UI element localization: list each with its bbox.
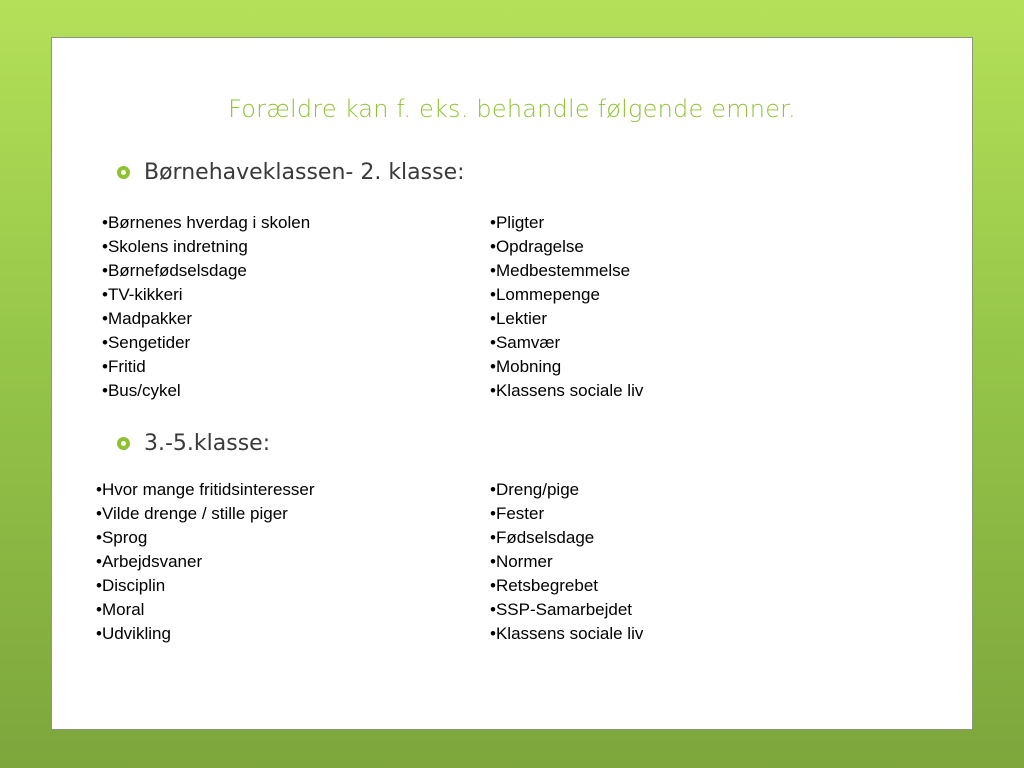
- section-1-left-list: [102, 211, 310, 403]
- list-item: • TV-kikkeri: [102, 283, 310, 307]
- list-item: • Pligter: [490, 211, 643, 235]
- list-item: • Bus/cykel: [102, 379, 310, 403]
- bullet-ring-icon: [117, 166, 130, 179]
- section-2-right-list: [490, 478, 643, 646]
- section-heading-2: [117, 431, 270, 456]
- list-item: • Dreng/pige: [490, 478, 643, 502]
- list-item: • Fritid: [102, 355, 310, 379]
- list-item: • Skolens indretning: [102, 235, 310, 259]
- list-item: • Klassens sociale liv: [490, 622, 643, 646]
- list-item: • Klassens sociale liv: [490, 379, 643, 403]
- section-heading-1: [117, 160, 465, 185]
- list-item: • Hvor mange fritidsinteresser: [96, 478, 315, 502]
- list-item: • Børnefødselsdage: [102, 259, 310, 283]
- list-item: • Børnenes hverdag i skolen: [102, 211, 310, 235]
- list-item: • Moral: [96, 598, 315, 622]
- list-item: • Disciplin: [96, 574, 315, 598]
- list-item: • Lektier: [490, 307, 643, 331]
- list-item: • Mobning: [490, 355, 643, 379]
- list-item: • Medbestemmelse: [490, 259, 643, 283]
- list-item: • Fødselsdage: [490, 526, 643, 550]
- section-heading-label: 3.-5.klasse:: [144, 431, 271, 456]
- list-item: • Udvikling: [96, 622, 315, 646]
- list-item: • Sengetider: [102, 331, 310, 355]
- list-item: • Arbejdsvaner: [96, 550, 315, 574]
- list-item: • Samvær: [490, 331, 643, 355]
- list-item: • SSP-Samarbejdet: [490, 598, 643, 622]
- list-item: • Lommepenge: [490, 283, 643, 307]
- list-item: • Madpakker: [102, 307, 310, 331]
- section-heading-label: Børnehaveklassen- 2. klasse:: [144, 160, 465, 185]
- list-item: • Vilde drenge / stille piger: [96, 502, 315, 526]
- list-item: • Sprog: [96, 526, 315, 550]
- list-item: • Fester: [490, 502, 643, 526]
- section-2-left-list: [96, 478, 315, 646]
- list-item: • Opdragelse: [490, 235, 643, 259]
- list-item: • Retsbegrebet: [490, 574, 643, 598]
- bullet-ring-icon: [117, 437, 130, 450]
- list-item: • Normer: [490, 550, 643, 574]
- section-1-right-list: [490, 211, 643, 403]
- slide-title: Forældre kan f. eks. behandle følgende emner.: [228, 95, 796, 123]
